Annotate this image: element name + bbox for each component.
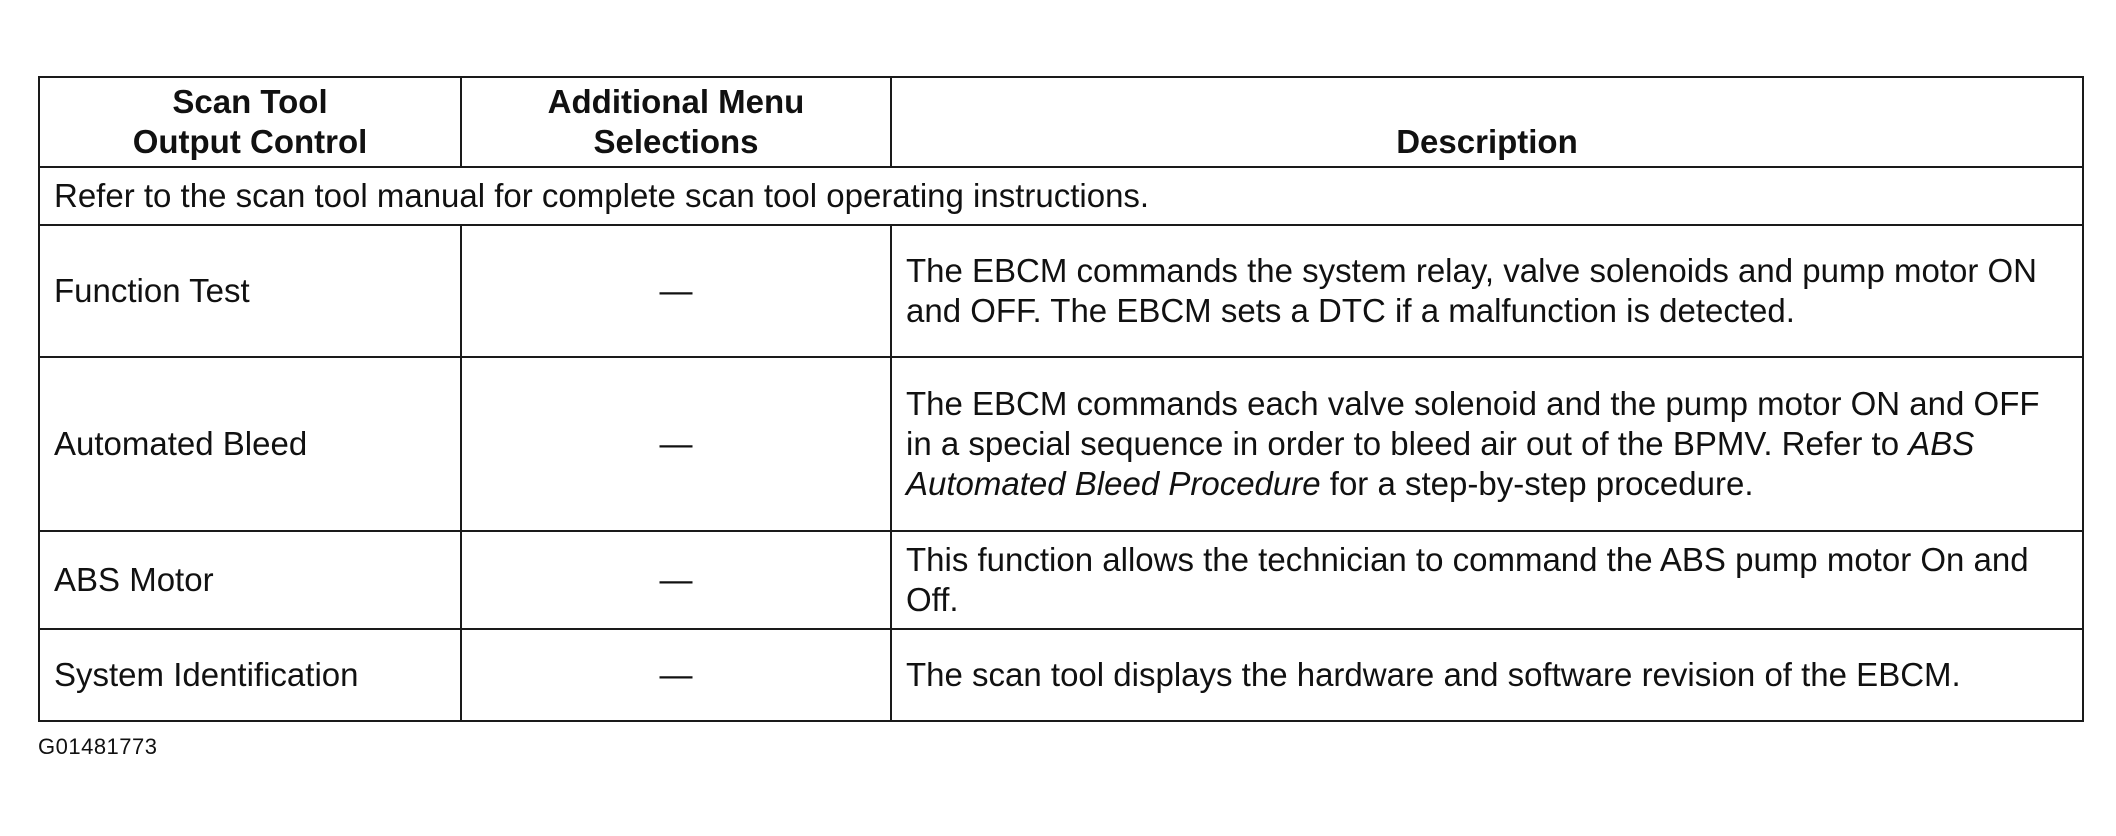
header-control-line1: Scan Tool xyxy=(172,83,328,120)
row-description-cell: The EBCM commands the system relay, valve solenoids and pump motor ON and OFF. The EBCM sets a DTC if a malfunction is detected. xyxy=(891,225,2083,357)
figure-id: G01481773 xyxy=(38,734,158,759)
row-description-cell xyxy=(891,357,2083,531)
note-text: Refer to the scan tool manual for complete scan tool operating instructions. xyxy=(39,167,2083,225)
row-description-cell: The scan tool displays the hardware and software revision of the EBCM. xyxy=(891,629,2083,721)
header-scan-tool-output-control xyxy=(39,77,461,167)
row-control-cell: System Identification xyxy=(39,629,461,721)
table-row xyxy=(39,225,2083,357)
description-text: for a step-by-step procedure. xyxy=(1329,465,1754,502)
row-menu-cell: — xyxy=(461,225,891,357)
header-control-line2: Output Control xyxy=(132,123,368,160)
description-text: The EBCM commands each valve solenoid and the pump motor ON and OFF in a special sequence in order to bleed air out of the BPMV. Refer to xyxy=(906,385,2040,462)
scan-tool-output-control-table xyxy=(38,76,2084,722)
row-control-cell: Function Test xyxy=(39,225,461,357)
row-description-cell: This function allows the technician to command the ABS pump motor On and Off. xyxy=(891,531,2083,629)
description-paragraph xyxy=(906,384,2068,504)
header-description: Description xyxy=(891,77,2083,167)
row-menu-cell: — xyxy=(461,531,891,629)
table-header-row xyxy=(39,77,2083,167)
row-menu-cell: — xyxy=(461,629,891,721)
header-menu-line1: Additional Menu xyxy=(547,83,805,120)
procedure-reference: ABS Automated Bleed Procedure xyxy=(906,425,1975,502)
header-additional-menu-selections xyxy=(461,77,891,167)
header-menu-line2: Selections xyxy=(593,123,759,160)
table-row xyxy=(39,357,2083,531)
table-row xyxy=(39,531,2083,629)
table-note-row xyxy=(39,167,2083,225)
row-control-cell: Automated Bleed xyxy=(39,357,461,531)
row-menu-cell: — xyxy=(461,357,891,531)
table-row xyxy=(39,629,2083,721)
row-control-cell: ABS Motor xyxy=(39,531,461,629)
